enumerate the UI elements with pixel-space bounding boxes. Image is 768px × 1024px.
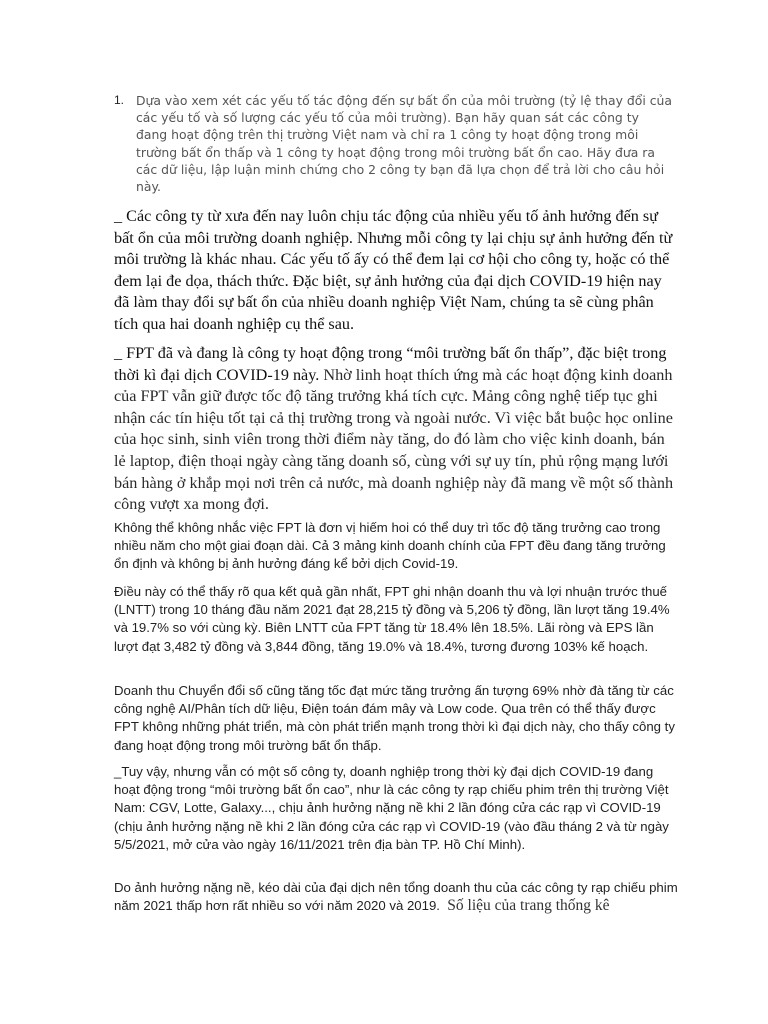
paragraph-fpt [114, 343, 679, 516]
paragraph-fpt-body: Nhờ linh hoạt thích ứng mà các hoạt động kinh doanh của FPT vẫn giữ được tốc độ tăng trưởng khá tích cực. Mảng công nghệ tiếp tục ghi nhận các tín hiệu tốt tại cả thị trường trong và ngoài nước. Vì việc bắt buộc học online của học sinh, sinh viên trong thời điểm này tăng, do đó làm cho việc kinh doanh, bán lẻ laptop, điện thoại ngày càng tăng doanh số, cùng với sự uy tín, phủ rộng mạng lưới bán hàng ở khắp mọi nơi trên cả nước, mà doanh nghiệp này đã mang về một số thành công vượt xa mong đợi. [114, 365, 674, 514]
question-text: Dựa vào xem xét các yếu tố tác động đến sự bất ổn của môi trường (tỷ lệ thay đổi của các yếu tố và số lượng các yếu tố của môi trường). Bạn hãy quan sát các công ty đang hoạt động trên thị trường Việt nam và chỉ ra 1 công ty hoạt động trong môi trường bất ổn thấp và 1 công ty hoạt động trong môi trường bất ổn cao. Hãy đưa ra các dữ liệu, lập luận minh chứng cho 2 công ty bạn đã lựa chọn để trả lời cho câu hỏi này. [136, 93, 672, 195]
paragraph-cinema: _Tuy vậy, nhưng vẫn có một số công ty, doanh nghiệp trong thời kỳ đại dịch COVID-19 đang hoạt động trong “môi trường bất ổn cao”, như là các công ty rạp chiếu phim trên thị trường Việt Nam: CGV, Lotte, Galaxy..., chịu ảnh hưởng nặng nề khi 2 lần đóng cửa các rạp vì COVID-19 (chịu ảnh hưởng nặng nề khi 2 lần đóng cửa các rạp vì COVID-19 (vào đầu tháng 2 và từ ngày 5/5/2021, mở cửa vào ngày 16/11/2021 trên địa bàn TP. Hồ Chí Minh). [114, 764, 669, 852]
paragraph-revenue-text: Do ảnh hưởng nặng nề, kéo dài của đại dịch nên tổng doanh thu của các công ty rạp chiếu phim năm 2021 thấp hơn rất nhiều so với năm 2020 và 2019. [114, 880, 678, 914]
question-item [114, 92, 674, 195]
paragraph-fpt-results: Điều này có thể thấy rõ qua kết quả gần nhất, FPT ghi nhận doanh thu và lợi nhuận trước thuế (LNTT) trong 10 tháng đầu năm 2021 đạt 28,215 tỷ đồng và 5,206 tỷ đồng, lần lượt tăng 19.4% và 19.7% so với cùng kỳ. Biên LNTT của FPT tăng từ 18.4% lên 18.5%. Lãi ròng và EPS lần lượt đạt 3,482 tỷ đồng và 3,844 đồng, tăng 19.0% và 18.4%, tương đương 103% kế hoạch. [114, 584, 670, 654]
paragraph-revenue [114, 879, 679, 915]
paragraph-fpt-digital: Doanh thu Chuyển đổi số cũng tăng tốc đạt mức tăng trưởng ấn tượng 69% nhờ đà tăng từ các công nghệ AI/Phân tích dữ liệu, Điện toán đám mây và Low code. Qua trên có thể thấy được FPT không những phát triển, mà còn phát triển mạnh trong thời kì đại dịch này, cho thấy công ty đang hoạt động trong môi trường bất ổn thấp. [114, 683, 675, 753]
paragraph-revenue-tail: Số liệu của trang thống kê [447, 897, 610, 915]
paragraph-fpt-growth: Không thể không nhắc việc FPT là đơn vị hiếm hoi có thể duy trì tốc độ tăng trưởng cao trong nhiều năm cho một giai đoạn dài. Cả 3 mảng kinh doanh chính của FPT đều đang tăng trưởng ổn định và không bị ảnh hưởng đáng kể bởi dịch Covid-19. [114, 520, 666, 572]
list-number: 1. [114, 93, 125, 107]
paragraph-fpt-lead: _ FPT đã và đang là công ty hoạt động trong “môi trường bất ổn thấp”, đặc biệt trong thời kì đại dịch COVID-19 này. [114, 344, 667, 384]
paragraph-intro: _ Các công ty từ xưa đến nay luôn chịu tác động của nhiều yếu tố ảnh hưởng đến sự bất ổn của môi trường doanh nghiệp. Nhưng mỗi công ty lại chịu sự ảnh hưởng đến từ môi trường là khác nhau. Các yếu tố ấy có thể đem lại cơ hội cho công ty, hoặc có thể đem lại đe dọa, thách thức. Đặc biệt, sự ảnh hưởng của đại dịch COVID-19 hiện nay đã làm thay đổi sự bất ổn của nhiều doanh nghiệp Việt Nam, chúng ta sẽ cùng phân tích qua hai doanh nghiệp cụ thể sau. [114, 207, 673, 333]
